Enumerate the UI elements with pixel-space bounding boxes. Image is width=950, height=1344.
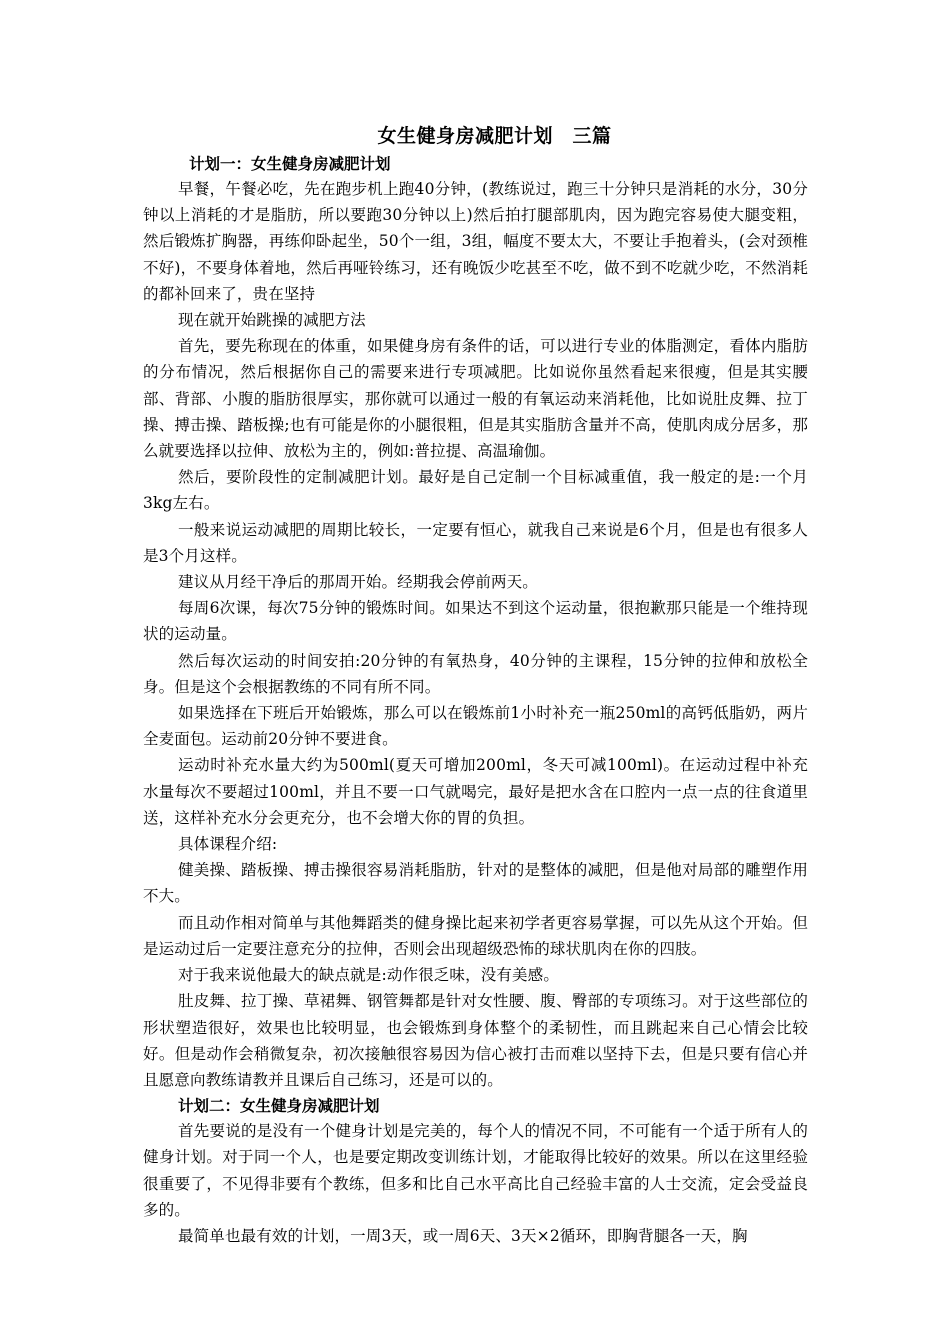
paragraph: 如果选择在下班后开始锻炼，那么可以在锻炼前1小时补充一瓶250ml的高钙低脂奶，两片全麦面包。运动前20分钟不要进食。 — [143, 704, 808, 749]
paragraph: 建议从月经干净后的那周开始。经期我会停前两天。 — [178, 573, 538, 592]
paragraph: 现在就开始跳操的减肥方法 — [178, 311, 366, 330]
paragraph: 早餐，午餐必吃，先在跑步机上跑40分钟，(教练说过，跑三十分钟只是消耗的水分，30分钟以上消耗的才是脂肪，所以要跑30分钟以上)然后拍打腿部肌肉，因为跑完容易使大腿变粗，然后锻炼扩胸器，再练仰卧起坐，50个一组，3组，幅度不要太大，不要让手抱着头，(会对颈椎不好)，不要身体着地，然后再哑铃练习，还有晚饭少吃甚至不吃，做不到不吃就少吃，不然消耗的都补回来了，贵在坚持 — [143, 180, 808, 303]
paragraph: 首先，要先称现在的体重，如果健身房有条件的话，可以进行专业的体脂测定，看体内脂肪的分布情况，然后根据你自己的需要来进行专项减肥。比如说你虽然看起来很瘦，但是其实腰部、背部、小腹的脂肪很厚实，那你就可以通过一般的有氧运动来消耗他，比如说肚皮舞、拉丁操、搏击操、踏板操;也有可能是你的小腿很粗，但是其实脂肪含量并不高，使肌肉成分居多，那么就要选择以拉伸、放松为主的，例如:普拉提、高温瑜伽。 — [143, 337, 808, 461]
paragraph: 首先要说的是没有一个健身计划是完美的，每个人的情况不同，不可能有一个适于所有人的健身计划。对于同一个人，也是要定期改变训练计划，才能取得比较好的效果。所以在这里经验很重要了，不见得非要有个教练，但多和比自己水平高比自己经验丰富的人士交流，定会受益良多的。 — [143, 1122, 808, 1219]
paragraph: 而且动作相对简单与其他舞蹈类的健身操比起来初学者更容易掌握，可以先从这个开始。但是运动过后一定要注意充分的拉伸，否则会出现超级恐怖的球状肌肉在你的四肢。 — [143, 913, 808, 958]
paragraph: 对于我来说他最大的缺点就是:动作很乏味，没有美感。 — [178, 966, 559, 985]
document-body — [143, 122, 808, 1249]
section-2-heading: 计划二：女生健身房减肥计划 — [178, 1096, 380, 1116]
paragraph: 健美操、踏板操、搏击操很容易消耗脂肪，针对的是整体的减肥，但是他对局部的雕塑作用不大。 — [143, 861, 808, 906]
paragraph: 最简单也最有效的计划，一周3天，或一周6天、3天×2循环，即胸背腿各一天，胸 — [178, 1226, 748, 1245]
paragraph: 运动时补充水量大约为500ml(夏天可增加200ml，冬天可减100ml)。在运动过程中补充水量每次不要超过100ml，并且不要一口气就喝完，最好是把水含在口腔内一点一点的往食道里送，这样补充水分会更充分，也不会增大你的胃的负担。 — [143, 756, 808, 827]
paragraph: 具体课程介绍: — [178, 835, 278, 854]
paragraph: 肚皮舞、拉丁操、草裙舞、钢管舞都是针对女性腰、腹、臀部的专项练习。对于这些部位的形状塑造很好，效果也比较明显，也会锻炼到身体整个的柔韧性，而且跳起来自己心情会比较好。但是动作会稍微复杂，初次接触很容易因为信心被打击而难以坚持下去，但是只要有信心并且愿意向教练请教并且课后自己练习，还是可以的。 — [143, 992, 808, 1089]
paragraph: 每周6次课，每次75分钟的锻炼时间。如果达不到这个运动量，很抱歉那只能是一个维持现状的运动量。 — [143, 599, 808, 644]
document-title: 女生健身房减肥计划 三篇 — [377, 125, 612, 147]
paragraph: 一般来说运动减肥的周期比较长，一定要有恒心，就我自己来说是6个月，但是也有很多人是3个月这样。 — [143, 520, 808, 565]
paragraph: 然后，要阶段性的定制减肥计划。最好是自己定制一个目标减重值，我一般定的是:一个月3kg左右。 — [143, 468, 808, 513]
section-1-heading: 计划一：女生健身房减肥计划 — [189, 154, 391, 173]
paragraph: 然后每次运动的时间安拍:20分钟的有氧热身，40分钟的主课程，15分钟的拉伸和放松全身。但是这个会根据教练的不同有所不同。 — [143, 651, 808, 696]
